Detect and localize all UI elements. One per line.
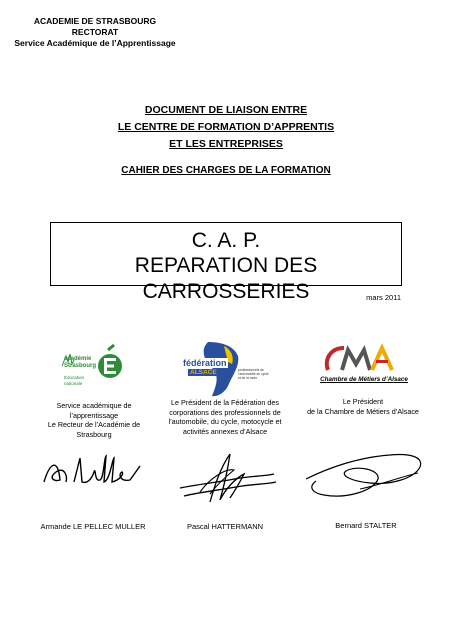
academie-logo-name-2: Strasbourg [64, 363, 97, 369]
academie-logo-name-1: académie [64, 356, 92, 362]
signature-right [300, 445, 430, 507]
caption-left-line: l’apprentissage [69, 410, 119, 420]
caption-right-line: de la Chambre de Métiers d’Alsace [307, 406, 419, 416]
document-date: mars 2011 [366, 293, 401, 302]
caption-middle-line: activités annexes d’Alsace [182, 426, 268, 436]
federation-logo-small: professionnels de l’automobile du cycle et de la moto [238, 368, 269, 380]
diploma-speciality: REPARATION DES CARROSSERIES [134, 254, 318, 303]
caption-middle [155, 398, 295, 436]
caption-right [292, 397, 434, 416]
header-rectorat: RECTORAT [71, 27, 119, 37]
diploma-name: C. A. P. [191, 229, 261, 252]
caption-middle-line: corporations des professionnels de [169, 407, 281, 417]
subtitle: CAHIER DES CHARGES DE LA FORMATION [121, 165, 331, 176]
academie-logo-sub-1: Éducation [64, 375, 85, 380]
caption-left-line: Strasbourg [76, 429, 112, 439]
title-line-2: LE CENTRE DE FORMATION D’APPRENTIS [117, 121, 335, 133]
title-line-1: DOCUMENT DE LIAISON ENTRE [144, 104, 308, 116]
signature-left [40, 452, 150, 494]
header-academie: ACADEMIE DE STRASBOURG [33, 16, 157, 26]
cma-logo-letters [328, 348, 330, 349]
signature-middle [170, 448, 280, 508]
academie-logo-sub-2: nationale [64, 380, 83, 386]
academie-logo [60, 342, 130, 398]
header-service: Service Académique de l’Apprentissage [14, 38, 176, 48]
signatory-middle: Pascal HATTERMANN [186, 522, 264, 531]
caption-right-line: Le Président [342, 397, 384, 406]
cma-logo-text: Chambre de Métiers d’Alsace [320, 376, 408, 383]
federation-logo-line-2: ALSACE [190, 369, 217, 376]
caption-middle-line: Le Président de la Fédération des [171, 398, 279, 407]
caption-middle-line: l’automobile, du cycle, motocycle et [168, 417, 282, 426]
cma-logo [318, 344, 410, 388]
caption-left [30, 401, 158, 439]
signatory-right: Bernard STALTER [335, 521, 397, 530]
caption-left-line: Service académique de [56, 401, 132, 410]
caption-left-line: Le Recteur de l’Académie de [47, 420, 141, 429]
title-line-3: ET LES ENTREPRISES [169, 138, 283, 150]
e-accent-logo-icon [60, 342, 130, 398]
cma-logo-icon [318, 344, 410, 374]
federation-logo [182, 340, 268, 398]
signatory-left: Armande LE PELLEC MULLER [40, 522, 146, 531]
federation-logo-line-1: fédération [183, 358, 227, 368]
